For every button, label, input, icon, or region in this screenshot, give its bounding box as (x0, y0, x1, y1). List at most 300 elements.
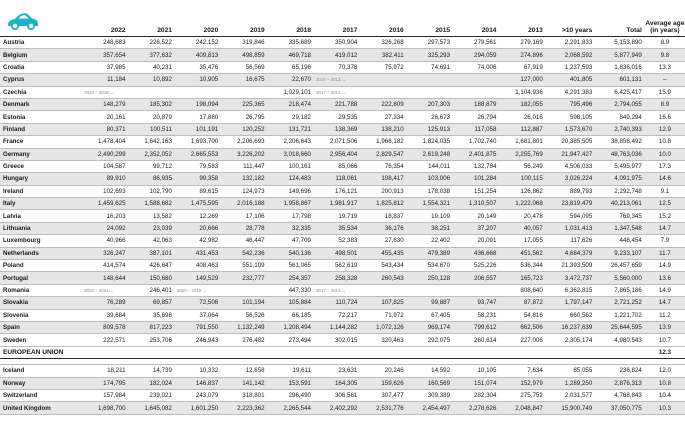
table-cell: 65,196 (268, 61, 314, 73)
table-cell: 1,642,163 (129, 136, 175, 148)
table-cell: 6,425,417 (595, 86, 645, 98)
table-cell: 1,573,670 (546, 123, 596, 135)
table-cell: 1,824,035 (407, 136, 453, 148)
table-cell: 382,411 (360, 49, 406, 61)
table-cell: 319,846 (221, 37, 267, 49)
table-cell: 76,354 (360, 160, 406, 172)
table-cell: 9,233,107 (595, 247, 645, 259)
column-header: 2013 (499, 12, 545, 37)
table-cell: 56,249 (499, 160, 545, 172)
table-cell: 232,777 (221, 272, 267, 284)
table-cell: 42,982 (175, 235, 221, 247)
table-cell: 99,358 (175, 173, 221, 185)
table-cell: 2,619,248 (407, 148, 453, 160)
average-age: 12.9 (645, 123, 685, 135)
table-cell: 540,136 (268, 247, 314, 259)
table-cell: 127,000 (499, 74, 545, 86)
table-cell: 124,483 (268, 173, 314, 185)
table-cell: 2,223,362 (221, 402, 267, 414)
table-cell: 22,670 (268, 74, 314, 86)
table-cell: 1,588,682 (129, 198, 175, 210)
column-header-country (0, 12, 82, 37)
table-cell: 141,142 (221, 377, 267, 389)
table-cell: 534,670 (407, 260, 453, 272)
table-cell: 236,824 (595, 365, 645, 377)
table-cell: 254,357 (268, 272, 314, 284)
table-cell: 19,719 (314, 210, 360, 222)
country-name: Iceland (0, 365, 82, 377)
table-cell: 40,057 (499, 222, 545, 234)
table-row (0, 272, 685, 284)
table-cell: 15,900,749 (546, 402, 596, 414)
table-cell: 218,474 (268, 98, 314, 110)
table-cell: 126,862 (499, 185, 545, 197)
table-cell: 29,535 (314, 111, 360, 123)
table-row (0, 86, 685, 98)
table-cell: 436,668 (453, 247, 499, 259)
table-cell: 7,865,186 (595, 284, 645, 296)
table-cell: 48,763,036 (595, 148, 645, 160)
table-cell: 76,289 (82, 297, 128, 309)
table-cell: 105,884 (268, 297, 314, 309)
table-cell: 28,778 (221, 222, 267, 234)
table-cell: 2,071,506 (314, 136, 360, 148)
table-cell: 112,887 (499, 123, 545, 135)
table-cell: 318,801 (221, 389, 267, 401)
table-cell: 377,632 (129, 49, 175, 61)
table-header (0, 12, 685, 37)
table-cell: 20,385,505 (546, 136, 596, 148)
table-cell: 124,973 (221, 185, 267, 197)
table-cell: 1,289,250 (546, 377, 596, 389)
table-cell: 46,447 (221, 235, 267, 247)
average-age: 8.9 (645, 37, 685, 49)
average-age: 10.8 (645, 136, 685, 148)
table-cell: 451,562 (499, 247, 545, 259)
table-cell: 10,332 (175, 365, 221, 377)
country-name: Spain (0, 321, 82, 333)
country-name: Poland (0, 260, 82, 272)
table-cell: 12,269 (175, 210, 221, 222)
table-cell: 39,684 (82, 309, 128, 321)
table-cell: 660,562 (546, 309, 596, 321)
country-name: Luxembourg (0, 235, 82, 247)
table-cell: 1,601,250 (175, 402, 221, 414)
table-cell: 222,571 (82, 334, 128, 346)
table-cell: 13,582 (129, 210, 175, 222)
average-age: 13.6 (645, 272, 685, 284)
table-cell: 325,293 (407, 49, 453, 61)
column-header: >10 years (546, 12, 596, 37)
average-age: 17.3 (645, 160, 685, 172)
table-cell: 27,334 (360, 111, 406, 123)
table-cell: 151,254 (453, 185, 499, 197)
table-cell: 2,278,626 (453, 402, 499, 414)
table-cell: 2,401,875 (453, 148, 499, 160)
table-row (0, 309, 685, 321)
table-cell: 20,666 (175, 222, 221, 234)
table-row (0, 37, 685, 49)
table-cell: 1,478,404 (82, 136, 128, 148)
table-cell: 37,207 (453, 222, 499, 234)
table-cell: 79,583 (175, 160, 221, 172)
table-cell: 2,665,553 (175, 148, 221, 160)
table-cell: 37,050,775 (595, 402, 645, 414)
table-cell: 1,347,548 (595, 222, 645, 234)
table-cell: 21,393,509 (546, 260, 596, 272)
range-note: 2017 – 2013 → (314, 74, 360, 86)
table-cell: 387,101 (129, 247, 175, 259)
country-name: Croatia (0, 61, 82, 73)
table-cell: 598,105 (546, 111, 596, 123)
table-cell: 157,984 (82, 389, 128, 401)
table-cell: 1,475,595 (175, 198, 221, 210)
country-name: Slovakia (0, 297, 82, 309)
table-cell: 185,302 (129, 98, 175, 110)
table-cell: 1,797,147 (546, 297, 596, 309)
table-row (0, 260, 685, 272)
table-cell: 125,913 (407, 123, 453, 135)
table-cell (407, 74, 453, 86)
country-name: Netherlands (0, 247, 82, 259)
table-cell: 274,896 (499, 49, 545, 61)
table-cell: 38,856,492 (595, 136, 645, 148)
table-cell: 138,210 (360, 123, 406, 135)
table-cell: 498,859 (221, 49, 267, 61)
table-cell: 1,459,625 (82, 198, 128, 210)
eu-average-age: 12.3 (645, 346, 685, 358)
average-age: 13.3 (645, 61, 685, 73)
table-cell: 153,591 (268, 377, 314, 389)
range-note: 2022 – 2021 → (82, 284, 128, 296)
table-cell: 26,457,659 (595, 260, 645, 272)
table-cell (360, 284, 406, 296)
table-cell: 152,979 (499, 377, 545, 389)
table-cell: 309,389 (407, 389, 453, 401)
table-cell: 307,477 (360, 389, 406, 401)
average-age: 16.6 (645, 111, 685, 123)
country-name: United Kingdom (0, 402, 82, 414)
table-cell: 117,626 (546, 235, 596, 247)
column-header: 2018 (268, 12, 314, 37)
table-cell: 542,236 (221, 247, 267, 259)
table-cell: 1,237,593 (546, 61, 596, 73)
table-cell: 20,149 (453, 210, 499, 222)
table-cell (407, 284, 453, 296)
table-cell: 200,913 (360, 185, 406, 197)
table-cell: 72,217 (314, 309, 360, 321)
table-row (0, 321, 685, 333)
range-note: 2017 – 2013 → (314, 86, 360, 98)
table-cell: 102,790 (129, 185, 175, 197)
average-age: 11.2 (645, 309, 685, 321)
country-name: Austria (0, 37, 82, 49)
table-cell: 3,026,224 (546, 173, 596, 185)
table-cell: 2,876,313 (595, 377, 645, 389)
country-name: Italy (0, 198, 82, 210)
average-age: – (645, 74, 685, 86)
table-row (0, 198, 685, 210)
table-cell: 335,689 (268, 37, 314, 49)
table-cell: 431,453 (175, 247, 221, 259)
table-cell: 1,825,812 (360, 198, 406, 210)
table-cell: 455,435 (360, 247, 406, 259)
table-cell: 12,658 (221, 365, 267, 377)
table-cell: 22,402 (407, 235, 453, 247)
table-cell: 107,825 (360, 297, 406, 309)
table-cell: 18,211 (82, 365, 128, 377)
average-age: 14.6 (645, 173, 685, 185)
table-cell: 296,490 (268, 389, 314, 401)
country-name: Ireland (0, 185, 82, 197)
table-cell: 20,246 (360, 365, 406, 377)
table-cell: 426,647 (129, 260, 175, 272)
range-note: 2022 – 2018 → (82, 86, 128, 98)
table-cell: 14,592 (407, 365, 453, 377)
table-row (0, 222, 685, 234)
table-cell: 176,121 (314, 185, 360, 197)
table-cell: 226,522 (129, 37, 175, 49)
table-cell (453, 74, 499, 86)
table-cell: 160,569 (407, 377, 453, 389)
table-cell: 26,673 (407, 111, 453, 123)
table-cell: 5,153,890 (595, 37, 645, 49)
table-cell: 448,454 (595, 235, 645, 247)
table-cell: 52,383 (314, 235, 360, 247)
table-cell (129, 86, 175, 98)
table-row (0, 402, 685, 414)
table-cell: 1,104,936 (499, 86, 545, 98)
table-cell (453, 284, 499, 296)
table-cell: 1,836,016 (595, 61, 645, 73)
table-cell: 543,434 (360, 260, 406, 272)
table-cell: 37,064 (175, 309, 221, 321)
table-cell: 2,531,776 (360, 402, 406, 414)
table-cell: 207,303 (407, 98, 453, 110)
table-cell: 2,740,393 (595, 123, 645, 135)
table-row (0, 74, 685, 86)
country-name: France (0, 136, 82, 148)
table-cell: 447,330 (268, 284, 314, 296)
average-age: 10.3 (645, 402, 685, 414)
table-cell: 3,472,737 (546, 272, 596, 284)
eu-label: EUROPEAN UNION (0, 346, 645, 358)
table-cell: 69,857 (129, 297, 175, 309)
column-header: 2019 (221, 12, 267, 37)
table-cell: 118,061 (314, 173, 360, 185)
table-cell: 1,681,801 (499, 136, 545, 148)
table-cell: 19,109 (407, 210, 453, 222)
table-cell: 108,417 (360, 173, 406, 185)
table-cell: 11,184 (82, 74, 128, 86)
table-cell: 889,793 (546, 185, 596, 197)
table-cell: 110,724 (314, 297, 360, 309)
table-cell: 320,463 (360, 334, 406, 346)
average-age: 14.9 (645, 284, 685, 296)
table-cell: 85,066 (314, 160, 360, 172)
table-cell: 67,405 (407, 309, 453, 321)
table-cell: 969,174 (407, 321, 453, 333)
table-cell: 4,684,379 (546, 247, 596, 259)
table-cell: 40,966 (82, 235, 128, 247)
table-cell: 149,696 (268, 185, 314, 197)
table-cell: 159,626 (360, 377, 406, 389)
table-cell: 148,644 (82, 272, 128, 284)
table-row (0, 185, 685, 197)
table-cell: 29,182 (268, 111, 314, 123)
table-cell: 21,947,427 (546, 148, 596, 160)
table-cell: 120,252 (221, 123, 267, 135)
country-name: Belgium (0, 49, 82, 61)
table-row (0, 160, 685, 172)
table-cell: 2,068,592 (546, 49, 596, 61)
column-header: 2016 (360, 12, 406, 37)
table-cell (407, 86, 453, 98)
table-cell: 35,476 (175, 61, 221, 73)
table-cell: 1,310,507 (453, 198, 499, 210)
table-cell: 294,059 (453, 49, 499, 61)
table-cell: 601,131 (595, 74, 645, 86)
table-row (0, 235, 685, 247)
table-cell: 10,105 (453, 365, 499, 377)
table-cell: 561,065 (268, 260, 314, 272)
table-cell: 4,506,033 (546, 160, 596, 172)
table-cell: 498,501 (314, 247, 360, 259)
table-cell: 292,075 (407, 334, 453, 346)
table-cell: 2,454,497 (407, 402, 453, 414)
table-cell: 40,231 (129, 61, 175, 73)
table-cell: 302,015 (314, 334, 360, 346)
table-cell: 1,958,867 (268, 198, 314, 210)
country-name: Sweden (0, 334, 82, 346)
range-note: 2017 – 2013 → (314, 284, 360, 296)
table-cell: 85,055 (546, 365, 596, 377)
table-cell: 525,226 (453, 260, 499, 272)
table-row (0, 136, 685, 148)
table-cell: 26,016 (499, 111, 545, 123)
table-cell: 198,094 (175, 98, 221, 110)
table-cell: 32,335 (268, 222, 314, 234)
table-cell: 188,879 (453, 98, 499, 110)
table-cell: 1,966,182 (360, 136, 406, 148)
table-row (0, 49, 685, 61)
table-row (0, 365, 685, 377)
table-cell: 260,543 (360, 272, 406, 284)
table-cell: 66,185 (268, 309, 314, 321)
country-name: Denmark (0, 98, 82, 110)
table-cell: 2,031,577 (546, 389, 596, 401)
table-cell: 2,016,188 (221, 198, 267, 210)
average-age: 12.5 (645, 198, 685, 210)
table-cell: 87,872 (499, 297, 545, 309)
table-cell: 662,506 (499, 321, 545, 333)
table-cell: 1,208,494 (268, 321, 314, 333)
average-age: 14.7 (645, 222, 685, 234)
table-cell: 2,206,643 (268, 136, 314, 148)
table-cell: 56,526 (221, 309, 267, 321)
table-cell: 221,788 (314, 98, 360, 110)
column-header-average-age: Average age (in years) (645, 12, 685, 37)
table-cell: 326,247 (82, 247, 128, 259)
table-cell: 5,877,949 (595, 49, 645, 61)
table-cell: 253,706 (129, 334, 175, 346)
table-cell: 138,369 (314, 123, 360, 135)
country-name: Switzerland (0, 389, 82, 401)
table-cell: 164,305 (314, 377, 360, 389)
table-row (0, 173, 685, 185)
country-name: Czechia (0, 86, 82, 98)
table-cell: 809,578 (82, 321, 128, 333)
table-cell: 1,031,413 (546, 222, 596, 234)
table-cell (453, 86, 499, 98)
column-header: 2015 (407, 12, 453, 37)
table-cell: 99,887 (407, 297, 453, 309)
average-age: 10.7 (645, 334, 685, 346)
table-cell: 350,904 (314, 37, 360, 49)
table-cell: 273,494 (268, 334, 314, 346)
table-cell: 1,981,917 (314, 198, 360, 210)
table-cell: 3,226,202 (221, 148, 267, 160)
table-cell: 409,813 (175, 49, 221, 61)
table-cell: 35,698 (129, 309, 175, 321)
table-cell: 2,402,292 (314, 402, 360, 414)
column-header: 2020 (175, 12, 221, 37)
table-cell: 414,574 (82, 260, 128, 272)
table-cell: 849,294 (595, 111, 645, 123)
table-cell: 18,837 (360, 210, 406, 222)
table-cell: 1,132,249 (221, 321, 267, 333)
table-row (0, 98, 685, 110)
table-cell: 401,805 (546, 74, 596, 86)
table-cell: 40,213,061 (595, 198, 645, 210)
table-cell: 2,255,769 (499, 148, 545, 160)
table-cell: 148,279 (82, 98, 128, 110)
average-age: 15.2 (645, 210, 685, 222)
table-cell: 132,784 (453, 160, 499, 172)
table-row (0, 148, 685, 160)
table-cell (221, 86, 267, 98)
table-cell: 4,980,543 (595, 334, 645, 346)
average-age: 11.7 (645, 247, 685, 259)
table-cell: 74,691 (407, 61, 453, 73)
table-cell: 258,328 (314, 272, 360, 284)
table-cell: 56,569 (221, 61, 267, 73)
table-cell: 7,634 (499, 365, 545, 377)
table-cell: 19,611 (268, 365, 314, 377)
table-cell: 276,482 (221, 334, 267, 346)
table-cell: 75,972 (360, 61, 406, 73)
table-cell: 24,092 (82, 222, 128, 234)
table-cell: 132,182 (221, 173, 267, 185)
table-cell (360, 74, 406, 86)
table-cell: 26,794 (453, 111, 499, 123)
country-name: Slovenia (0, 309, 82, 321)
range-note: 2020 – 2018 → (175, 284, 221, 296)
table-cell: 150,680 (129, 272, 175, 284)
country-name: Germany (0, 148, 82, 160)
table-cell (360, 86, 406, 98)
table-cell: 297,573 (407, 37, 453, 49)
table-cell: 117,058 (453, 123, 499, 135)
table-cell: 165,723 (499, 272, 545, 284)
table-cell: 1,554,321 (407, 198, 453, 210)
country-name: Lithuania (0, 222, 82, 234)
table-cell: 536,344 (499, 260, 545, 272)
country-name: Romania (0, 284, 82, 296)
table-cell: 275,752 (499, 389, 545, 401)
table-row (0, 377, 685, 389)
table-cell: 222,809 (360, 98, 406, 110)
